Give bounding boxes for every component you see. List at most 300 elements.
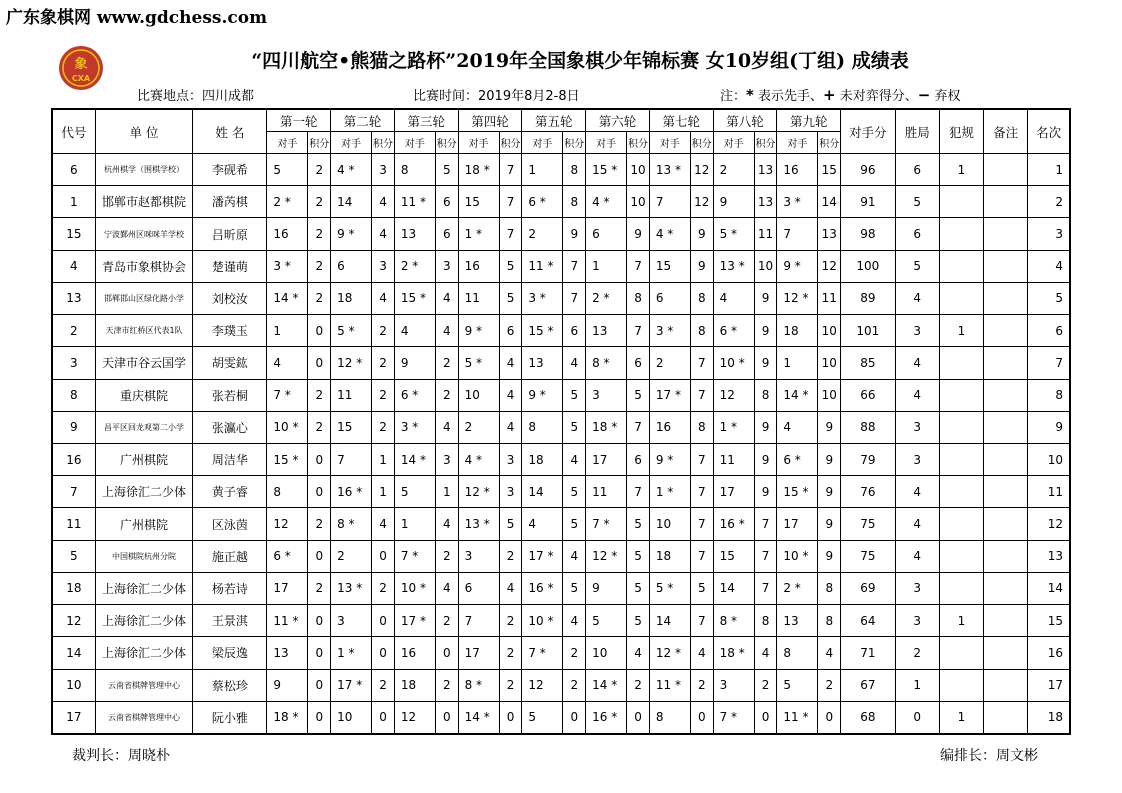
header-round-5: 第五轮 [522,109,586,132]
opponent-score: 68 [841,701,895,734]
round-4-points: 7 [499,154,522,186]
player-unit: 广州棋院 [95,508,193,540]
round-4-points: 7 [499,218,522,250]
player-name: 吕昕原 [193,218,267,250]
header-round-9: 第九轮 [777,109,841,132]
opponent-score: 91 [841,186,895,218]
round-4-opponent: 7 [458,605,499,637]
round-9-opponent: 18 [777,315,818,347]
round-5-opponent: 11 * [522,250,563,282]
plus-symbol: + [823,86,836,104]
round-5-opponent: 14 [522,476,563,508]
round-4-points: 3 [499,443,522,475]
round-3-opponent: 14 * [394,443,435,475]
round-9-points: 10 [818,379,841,411]
round-4-points: 5 [499,508,522,540]
opponent-score: 100 [841,250,895,282]
round-5-opponent: 13 [522,347,563,379]
round-1-opponent: 3 * [267,250,308,282]
round-3-opponent: 15 * [394,282,435,314]
round-5-points: 4 [563,347,586,379]
round-5-opponent: 4 [522,508,563,540]
round-1-points: 2 [308,411,331,443]
player-unit: 上海徐汇二少体 [95,476,193,508]
round-8-points: 13 [754,154,777,186]
round-2-opponent: 14 [331,186,372,218]
player-name: 胡雯鈜 [193,347,267,379]
round-3-points: 2 [435,669,458,701]
remark [984,347,1028,379]
opponent-score: 79 [841,443,895,475]
round-1-points: 0 [308,476,331,508]
results-table [51,108,1071,735]
round-4-opponent: 11 [458,282,499,314]
wins-count: 4 [895,379,939,411]
round-9-opponent: 14 * [777,379,818,411]
round-9-points: 9 [818,476,841,508]
round-8-opponent: 7 * [713,701,754,734]
player-code: 18 [52,572,95,604]
round-5-points: 5 [563,572,586,604]
round-6-opponent: 4 * [586,186,627,218]
remark [984,637,1028,669]
round-6-points: 8 [627,282,650,314]
star-symbol: * [746,86,754,104]
round-9-opponent: 17 [777,508,818,540]
round-3-points: 4 [435,508,458,540]
round-6-opponent: 5 [586,605,627,637]
player-rank: 11 [1028,476,1070,508]
player-rank: 7 [1028,347,1070,379]
round-4-points: 5 [499,250,522,282]
player-code: 5 [52,540,95,572]
round-1-points: 0 [308,637,331,669]
round-3-opponent: 5 [394,476,435,508]
round-4-opponent: 18 * [458,154,499,186]
round-9-points: 12 [818,250,841,282]
round-3-points: 4 [435,282,458,314]
chief-arranger: 编排长：周文彬 [940,748,1038,764]
round-9-points: 11 [818,282,841,314]
round-7-opponent: 5 * [649,572,690,604]
round-1-points: 0 [308,315,331,347]
remark [984,411,1028,443]
round-5-opponent: 7 * [522,637,563,669]
round-8-opponent: 1 * [713,411,754,443]
round-4-points: 5 [499,282,522,314]
header-rank: 名次 [1028,109,1070,154]
opponent-score: 101 [841,315,895,347]
header-round-4: 第四轮 [458,109,522,132]
player-rank: 4 [1028,250,1070,282]
header-row-rounds [52,109,1070,132]
remark [984,379,1028,411]
player-code: 8 [52,379,95,411]
player-name: 李璞玉 [193,315,267,347]
foul-count [939,572,983,604]
table-row [52,218,1070,250]
table-row [52,347,1070,379]
round-5-opponent: 5 [522,701,563,734]
round-3-points: 4 [435,411,458,443]
round-4-opponent: 10 [458,379,499,411]
round-4-opponent: 15 [458,186,499,218]
round-7-points: 7 [690,379,713,411]
round-8-points: 9 [754,476,777,508]
round-2-points: 2 [372,315,395,347]
player-code: 9 [52,411,95,443]
round-5-points: 8 [563,154,586,186]
round-8-opponent: 16 * [713,508,754,540]
round-4-points: 6 [499,315,522,347]
player-rank: 6 [1028,315,1070,347]
round-9-points: 8 [818,572,841,604]
round-9-opponent: 6 * [777,443,818,475]
round-2-points: 4 [372,282,395,314]
header-points: 积分 [754,132,777,154]
round-9-opponent: 11 * [777,701,818,734]
round-1-points: 2 [308,186,331,218]
round-6-opponent: 8 * [586,347,627,379]
round-2-opponent: 1 * [331,637,372,669]
foul-count: 1 [939,605,983,637]
wins-count: 4 [895,347,939,379]
minus-symbol: − [917,86,931,104]
round-3-opponent: 17 * [394,605,435,637]
round-8-points: 9 [754,443,777,475]
round-2-points: 2 [372,411,395,443]
player-unit: 天津市红桥区代表1队 [95,315,193,347]
round-7-points: 12 [690,186,713,218]
player-name: 刘校汝 [193,282,267,314]
foul-count [939,379,983,411]
wins-count: 3 [895,572,939,604]
round-3-points: 2 [435,379,458,411]
wins-count: 3 [895,315,939,347]
note-plus-text: 未对弈得分、 [835,89,918,104]
wins-count: 4 [895,508,939,540]
remark [984,250,1028,282]
round-6-points: 7 [627,250,650,282]
header-code: 代号 [52,109,95,154]
round-6-points: 2 [627,669,650,701]
player-rank: 5 [1028,282,1070,314]
round-9-opponent: 4 [777,411,818,443]
header-points: 积分 [627,132,650,154]
round-1-points: 0 [308,540,331,572]
round-3-opponent: 6 * [394,379,435,411]
round-9-opponent: 12 * [777,282,818,314]
round-5-opponent: 1 [522,154,563,186]
header-remark: 备注 [984,109,1028,154]
opponent-score: 75 [841,540,895,572]
remark [984,701,1028,734]
round-4-opponent: 14 * [458,701,499,734]
round-1-points: 2 [308,282,331,314]
header-points: 积分 [435,132,458,154]
round-9-opponent: 15 * [777,476,818,508]
table-row [52,701,1070,734]
round-3-points: 0 [435,701,458,734]
player-rank: 2 [1028,186,1070,218]
round-1-points: 2 [308,250,331,282]
round-3-opponent: 11 * [394,186,435,218]
round-8-opponent: 15 [713,540,754,572]
round-7-points: 4 [690,637,713,669]
round-5-opponent: 17 * [522,540,563,572]
round-1-opponent: 7 * [267,379,308,411]
player-rank: 14 [1028,572,1070,604]
round-5-points: 0 [563,701,586,734]
round-8-opponent: 2 [713,154,754,186]
wins-count: 3 [895,411,939,443]
round-3-points: 2 [435,605,458,637]
foul-count [939,669,983,701]
round-7-opponent: 6 [649,282,690,314]
round-9-opponent: 10 * [777,540,818,572]
round-9-points: 9 [818,508,841,540]
round-8-opponent: 17 [713,476,754,508]
player-code: 14 [52,637,95,669]
opponent-score: 67 [841,669,895,701]
round-7-points: 8 [690,315,713,347]
player-code: 17 [52,701,95,734]
round-7-opponent: 3 * [649,315,690,347]
round-9-opponent: 8 [777,637,818,669]
round-7-opponent: 16 [649,411,690,443]
player-rank: 12 [1028,508,1070,540]
round-3-opponent: 1 [394,508,435,540]
player-rank: 8 [1028,379,1070,411]
round-1-points: 0 [308,701,331,734]
round-1-points: 2 [308,508,331,540]
round-8-opponent: 14 [713,572,754,604]
round-8-opponent: 18 * [713,637,754,669]
round-9-opponent: 5 [777,669,818,701]
wins-count: 6 [895,154,939,186]
legend-note [720,85,960,104]
player-code: 6 [52,154,95,186]
round-7-opponent: 15 [649,250,690,282]
round-2-opponent: 17 * [331,669,372,701]
round-7-points: 7 [690,540,713,572]
player-unit: 上海徐汇二少体 [95,605,193,637]
time-info: 比赛时间：2019年8月2-8日 [413,89,580,104]
round-8-points: 7 [754,508,777,540]
player-code: 7 [52,476,95,508]
round-6-points: 5 [627,605,650,637]
header-round-7: 第七轮 [649,109,713,132]
header-points: 积分 [308,132,331,154]
round-2-opponent: 2 [331,540,372,572]
round-7-points: 8 [690,282,713,314]
round-8-points: 0 [754,701,777,734]
round-4-points: 4 [499,347,522,379]
note-minus-text: 弃权 [930,89,961,104]
round-7-points: 9 [690,218,713,250]
round-7-points: 7 [690,605,713,637]
wins-count: 2 [895,637,939,669]
opponent-score: 85 [841,347,895,379]
round-6-opponent: 13 [586,315,627,347]
round-9-opponent: 7 [777,218,818,250]
round-1-opponent: 5 [267,154,308,186]
round-8-points: 9 [754,315,777,347]
player-name: 张若桐 [193,379,267,411]
header-name: 姓 名 [193,109,267,154]
round-4-points: 4 [499,379,522,411]
header-opponent: 对手 [394,132,435,154]
round-3-points: 4 [435,572,458,604]
round-8-opponent: 6 * [713,315,754,347]
round-6-points: 7 [627,411,650,443]
round-6-opponent: 2 * [586,282,627,314]
player-code: 13 [52,282,95,314]
player-unit: 上海徐汇二少体 [95,572,193,604]
round-4-points: 7 [499,186,522,218]
player-code: 16 [52,443,95,475]
player-code: 1 [52,186,95,218]
player-unit: 云南省棋牌管理中心 [95,669,193,701]
round-3-points: 2 [435,347,458,379]
table-row [52,476,1070,508]
table-row [52,315,1070,347]
remark [984,186,1028,218]
remark [984,508,1028,540]
player-rank: 18 [1028,701,1070,734]
round-4-points: 3 [499,476,522,508]
round-2-points: 0 [372,701,395,734]
round-7-points: 7 [690,347,713,379]
round-4-opponent: 17 [458,637,499,669]
round-2-points: 4 [372,508,395,540]
player-rank: 9 [1028,411,1070,443]
opponent-score: 69 [841,572,895,604]
remark [984,282,1028,314]
table-row [52,443,1070,475]
round-6-points: 7 [627,476,650,508]
round-6-opponent: 1 [586,250,627,282]
round-7-points: 12 [690,154,713,186]
header-opponent: 对手 [713,132,754,154]
player-rank: 1 [1028,154,1070,186]
round-1-opponent: 2 * [267,186,308,218]
round-1-opponent: 9 [267,669,308,701]
round-8-points: 7 [754,572,777,604]
round-2-opponent: 9 * [331,218,372,250]
opponent-score: 66 [841,379,895,411]
wins-count: 3 [895,605,939,637]
chief-referee: 裁判长：周晓朴 [72,748,170,764]
player-code: 3 [52,347,95,379]
player-unit: 青岛市象棋协会 [95,250,193,282]
round-5-points: 4 [563,605,586,637]
header-opponent: 对手 [522,132,563,154]
player-name: 蔡松珍 [193,669,267,701]
round-1-opponent: 14 * [267,282,308,314]
round-9-points: 10 [818,315,841,347]
venue-info: 比赛地点：四川成都 [137,89,255,104]
opponent-score: 71 [841,637,895,669]
round-4-opponent: 3 [458,540,499,572]
round-2-opponent: 6 [331,250,372,282]
round-5-opponent: 15 * [522,315,563,347]
round-1-points: 0 [308,605,331,637]
foul-count [939,282,983,314]
opponent-score: 96 [841,154,895,186]
table-row [52,637,1070,669]
round-2-opponent: 3 [331,605,372,637]
round-4-points: 2 [499,669,522,701]
round-2-opponent: 10 [331,701,372,734]
round-3-opponent: 18 [394,669,435,701]
round-1-points: 0 [308,669,331,701]
round-5-points: 4 [563,540,586,572]
player-name: 李砚希 [193,154,267,186]
round-8-points: 8 [754,605,777,637]
round-4-opponent: 9 * [458,315,499,347]
table-row [52,540,1070,572]
round-8-opponent: 12 [713,379,754,411]
wins-count: 5 [895,186,939,218]
round-9-opponent: 13 [777,605,818,637]
round-8-points: 11 [754,218,777,250]
round-1-points: 2 [308,572,331,604]
round-5-points: 5 [563,476,586,508]
round-5-points: 5 [563,379,586,411]
round-8-opponent: 8 * [713,605,754,637]
results-body [52,154,1070,735]
page-title: “四川航空•熊猫之路杯”2019年全国象棋少年锦标赛 女10岁组(丁组) 成绩表 [251,50,909,72]
round-9-opponent: 9 * [777,250,818,282]
round-9-points: 13 [818,218,841,250]
round-4-points: 4 [499,572,522,604]
foul-count: 1 [939,701,983,734]
round-3-points: 1 [435,476,458,508]
round-5-points: 7 [563,250,586,282]
round-6-points: 10 [627,154,650,186]
player-unit: 邯郸市赵都棋院 [95,186,193,218]
header-round-2: 第二轮 [331,109,395,132]
table-row [52,605,1070,637]
player-code: 2 [52,315,95,347]
round-3-points: 2 [435,540,458,572]
round-1-opponent: 15 * [267,443,308,475]
round-3-points: 3 [435,443,458,475]
round-7-points: 9 [690,250,713,282]
remark [984,154,1028,186]
foul-count: 1 [939,154,983,186]
player-rank: 13 [1028,540,1070,572]
player-name: 张瀛心 [193,411,267,443]
player-code: 11 [52,508,95,540]
header-round-8: 第八轮 [713,109,777,132]
opponent-score: 75 [841,508,895,540]
round-7-opponent: 4 * [649,218,690,250]
player-name: 王景淇 [193,605,267,637]
round-6-points: 0 [627,701,650,734]
round-8-opponent: 4 [713,282,754,314]
wins-count: 4 [895,282,939,314]
header-wins: 胜局 [895,109,939,154]
round-2-points: 2 [372,347,395,379]
round-6-points: 5 [627,572,650,604]
header-opponent: 对手 [649,132,690,154]
table-row [52,379,1070,411]
round-3-opponent: 9 [394,347,435,379]
round-5-opponent: 2 [522,218,563,250]
round-6-opponent: 6 [586,218,627,250]
